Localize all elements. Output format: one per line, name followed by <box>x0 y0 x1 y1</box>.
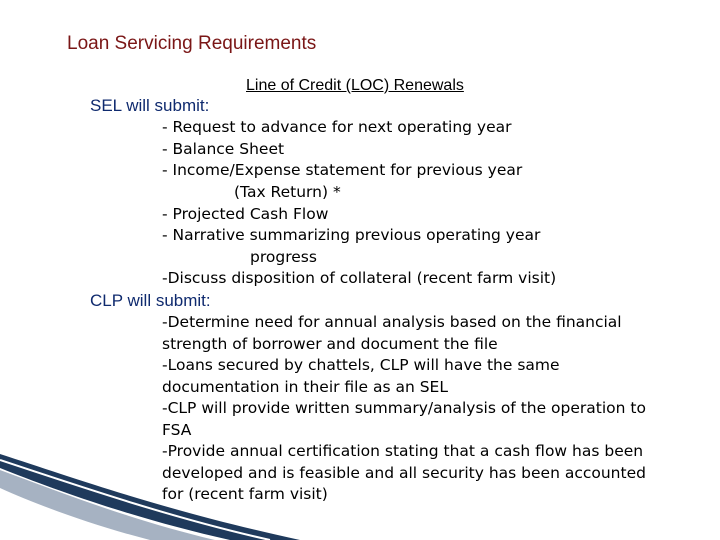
clp-paragraph-certification: -Provide annual certification stating that a cash flow has been developed and is feasible and all security has been accounted for (recent farm visit) <box>162 442 646 504</box>
sel-item-progress: progress <box>250 248 317 266</box>
sel-item-collateral: -Discuss disposition of collateral (recent farm visit) <box>162 269 557 287</box>
clp-paragraph-summary: -CLP will provide written summary/analysis of the operation to FSA <box>162 399 646 439</box>
sel-heading: SEL will submit: <box>90 96 210 115</box>
sel-item-tax-return: (Tax Return) * <box>234 183 341 201</box>
clp-paragraph-analysis: -Determine need for annual analysis based on the financial strength of borrower and document the file <box>162 313 622 353</box>
section-subtitle: Line of Credit (LOC) Renewals <box>246 77 464 94</box>
sel-item-income-statement: - Income/Expense statement for previous year <box>162 161 523 179</box>
sel-item-narrative: - Narrative summarizing previous operating year <box>162 226 541 244</box>
sel-item-balance-sheet: - Balance Sheet <box>162 140 285 158</box>
page-title: Loan Servicing Requirements <box>67 33 317 54</box>
clp-heading: CLP will submit: <box>90 291 211 310</box>
sel-item-cash-flow: - Projected Cash Flow <box>162 205 329 223</box>
sel-item-request: - Request to advance for next operating year <box>162 118 512 136</box>
clp-paragraph-chattels: -Loans secured by chattels, CLP will have the same documentation in their file as an SEL <box>162 356 560 396</box>
